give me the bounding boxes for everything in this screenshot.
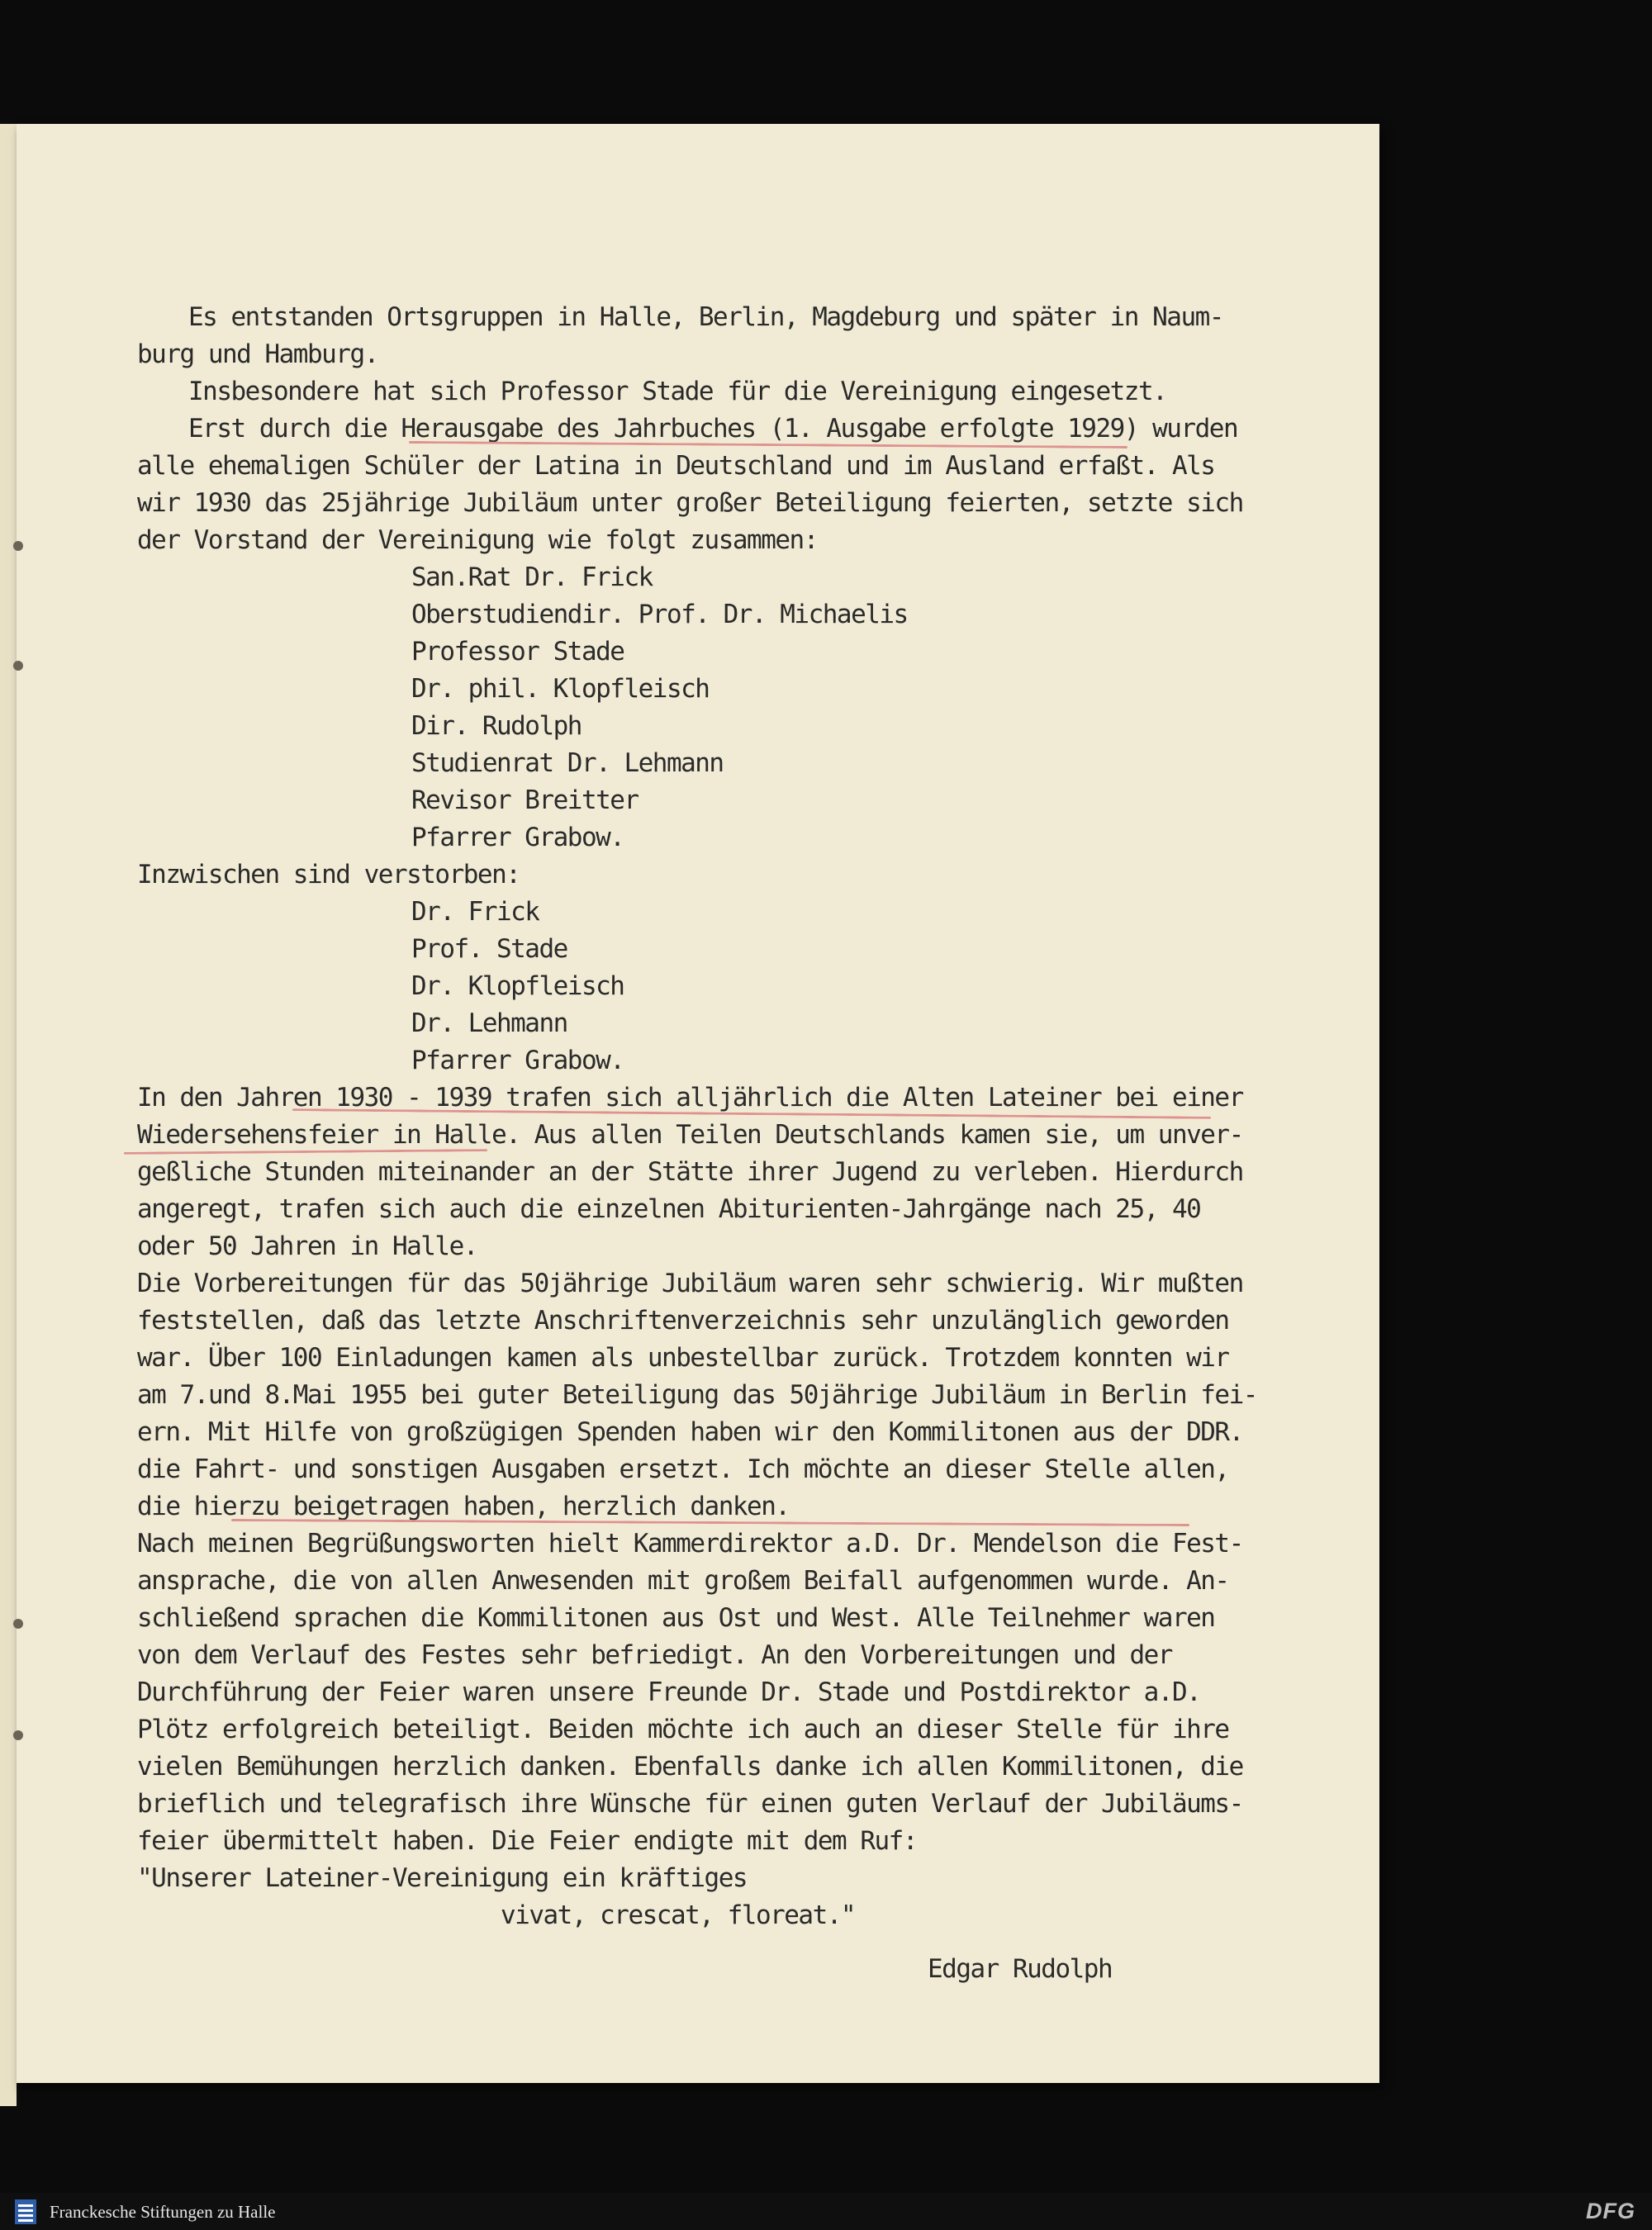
dfg-logo: DFG [1586,2199,1635,2223]
board-member-line: Dir. Rudolph [411,711,582,741]
typed-text-body [17,124,1379,2083]
text-line: die Fahrt- und sonstigen Ausgaben ersetzt. Ich möchte an dieser Stelle allen, [137,1454,1229,1484]
deceased-line: Pfarrer Grabow. [411,1046,624,1075]
board-member-line: Dr. phil. Klopfleisch [411,674,710,704]
text-line: feier übermittelt haben. Die Feier endigte mit dem Ruf: [137,1826,917,1856]
text-line: die hierzu beigetragen haben, herzlich danken. [137,1492,790,1521]
board-member-line: Pfarrer Grabow. [411,823,624,852]
institution-logo-icon [13,2198,38,2226]
text-line: Erst durch die Herausgabe des Jahrbuches (1. Ausgabe erfolgte 1929) wurden [188,414,1238,444]
board-member-line: Oberstudiendir. Prof. Dr. Michaelis [411,600,908,629]
text-line: von dem Verlauf des Festes sehr befriedigt. An den Vorbereitungen und der [137,1640,1172,1670]
board-member-line: Professor Stade [411,637,624,667]
deceased-line: Dr. Lehmann [411,1008,567,1038]
text-line: am 7.und 8.Mai 1955 bei guter Beteiligung das 50jährige Jubiläum in Berlin fei- [137,1380,1257,1410]
text-line: burg und Hamburg. [137,339,378,369]
text-line: ern. Mit Hilfe von großzügigen Spenden haben wir den Kommilitonen aus der DDR. [137,1417,1243,1447]
board-member-line: San.Rat Dr. Frick [411,562,653,592]
text-line: brieflich und telegrafisch ihre Wünsche für einen guten Verlauf der Jubiläums- [137,1789,1243,1819]
text-line: ansprache, die von allen Anwesenden mit großem Beifall aufgenommen wurde. An- [137,1566,1229,1596]
closing-quote-line: vivat, crescat, floreat." [501,1900,856,1930]
footer-bar [0,2193,1652,2230]
document-page [17,124,1379,2083]
text-line: Plötz erfolgreich beteiligt. Beiden möchte ich auch an dieser Stelle für ihre [137,1715,1229,1744]
text-line: Inzwischen sind verstorben: [137,860,520,890]
text-line: Durchführung der Feier waren unsere Freunde Dr. Stade und Postdirektor a.D. [137,1677,1201,1707]
board-member-line: Studienrat Dr. Lehmann [411,748,724,778]
text-line: alle ehemaligen Schüler der Latina in Deutschland und im Ausland erfaßt. Als [137,451,1215,481]
signature: Edgar Rudolph [928,1954,1113,1984]
text-line: vielen Bemühungen herzlich danken. Ebenfalls danke ich allen Kommilitonen, die [137,1752,1243,1782]
text-line: Die Vorbereitungen für das 50jährige Jubiläum waren sehr schwierig. Wir mußten [137,1269,1243,1298]
text-line: Insbesondere hat sich Professor Stade für die Vereinigung eingesetzt. [188,377,1167,406]
institution-name: Franckesche Stiftungen zu Halle [50,2202,276,2222]
text-line: In den Jahren 1930 - 1939 trafen sich alljährlich die Alten Lateiner bei einer [137,1083,1243,1113]
board-member-line: Revisor Breitter [411,785,638,815]
text-line: der Vorstand der Vereinigung wie folgt zusammen: [137,525,818,555]
text-line: Es entstanden Ortsgruppen in Halle, Berlin, Magdeburg und später in Naum- [188,302,1223,332]
text-line: schließend sprachen die Kommilitonen aus Ost und West. Alle Teilnehmer waren [137,1603,1215,1633]
text-line: feststellen, daß das letzte Anschriftenverzeichnis sehr unzulänglich geworden [137,1306,1229,1336]
deceased-line: Dr. Klopfleisch [411,971,624,1001]
text-line: Nach meinen Begrüßungsworten hielt Kammerdirektor a.D. Dr. Mendelson die Fest- [137,1529,1243,1559]
text-line: war. Über 100 Einladungen kamen als unbestellbar zurück. Trotzdem konnten wir [137,1343,1229,1373]
text-line: "Unserer Lateiner-Vereinigung ein kräftiges [137,1863,748,1893]
text-line: Wiedersehensfeier in Halle. Aus allen Teilen Deutschlands kamen sie, um unver- [137,1120,1243,1150]
adjacent-page-edge [0,124,17,2106]
text-line: wir 1930 das 25jährige Jubiläum unter großer Beteiligung feierten, setzte sich [137,488,1243,518]
text-line: geßliche Stunden miteinander an der Stätte ihrer Jugend zu verleben. Hierdurch [137,1157,1243,1187]
text-line: angeregt, trafen sich auch die einzelnen Abiturienten-Jahrgänge nach 25, 40 [137,1194,1201,1224]
text-line: oder 50 Jahren in Halle. [137,1231,477,1261]
deceased-line: Dr. Frick [411,897,539,927]
deceased-line: Prof. Stade [411,934,567,964]
